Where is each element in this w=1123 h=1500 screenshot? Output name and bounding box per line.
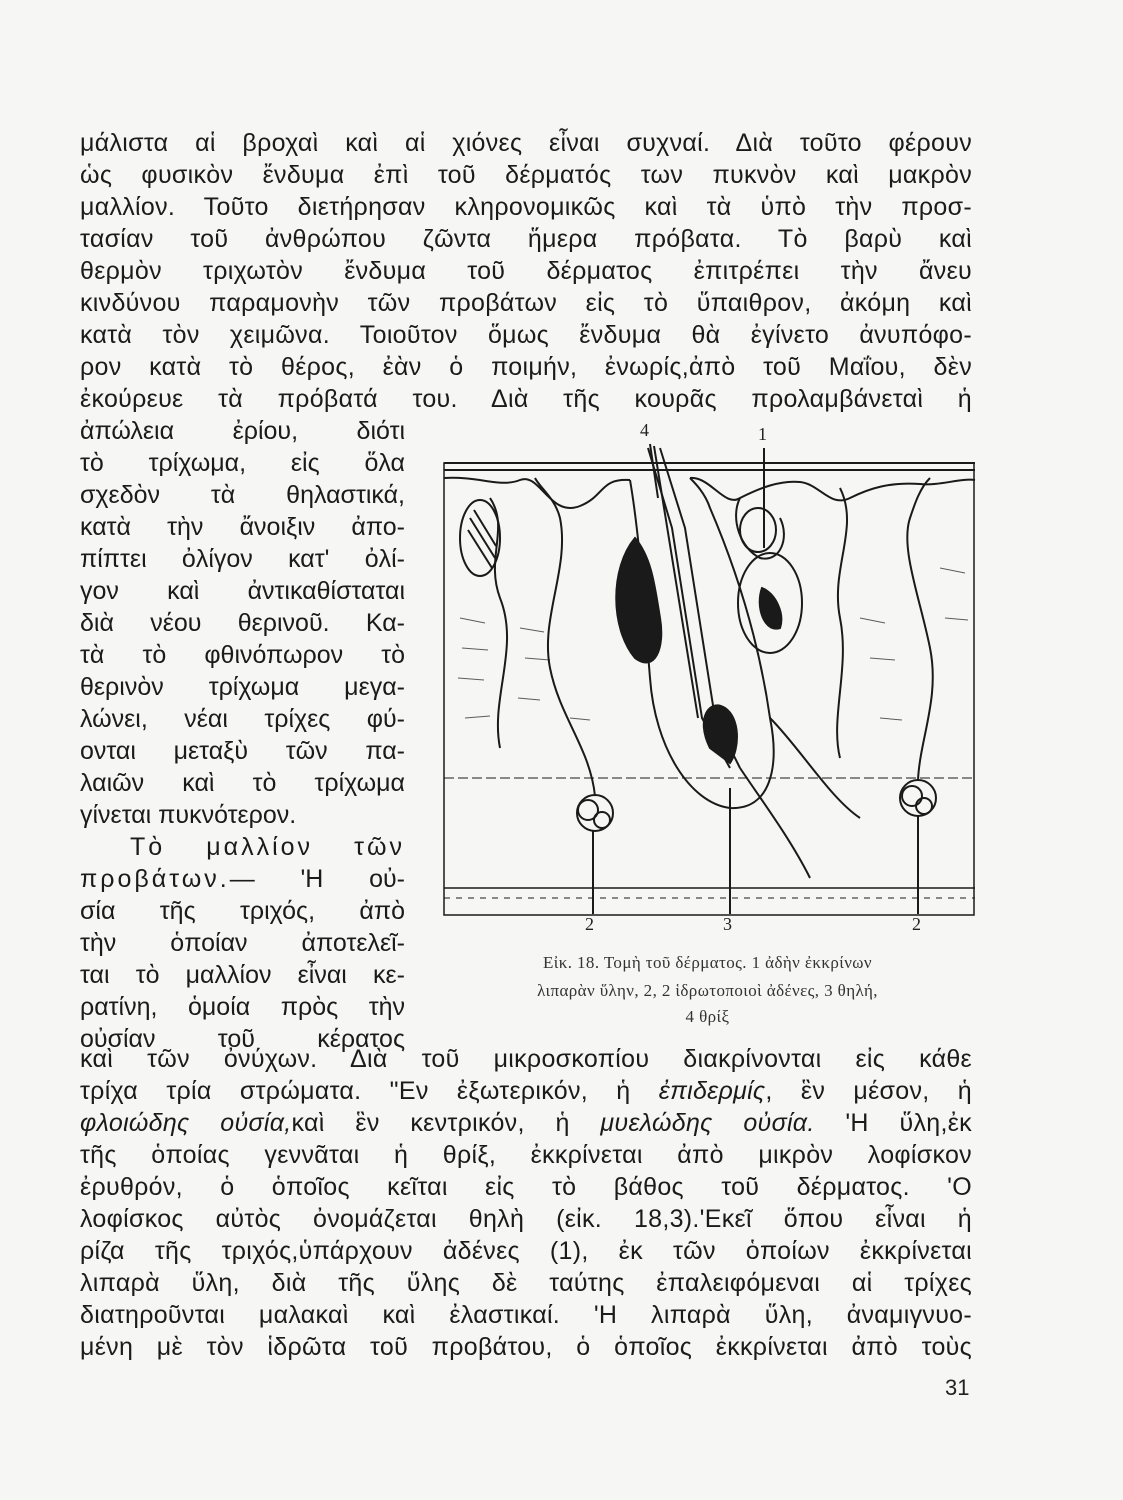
page-number: 31 bbox=[945, 1375, 970, 1400]
heading-spaced-text: προβάτων. bbox=[80, 865, 230, 893]
text-line: σία τῆς τριχός, ἀπὸ bbox=[80, 897, 405, 925]
text-line: ρον κατὰ τὸ θέρος, ἐὰν ὁ ποιμήν, ἐνωρίς,ἀπὸ τοῦ Μαΐου, δὲν bbox=[80, 353, 972, 381]
text-line: μένη μὲ τὸν ἱδρῶτα τοῦ προβάτου, ὁ ὁποῖος ἐκκρίνεται ἀπὸ τοὺς bbox=[80, 1333, 972, 1361]
text-line: λαιῶν καὶ τὸ τρίχωμα bbox=[80, 769, 405, 797]
text-line: λιπαρὰ ὕλη, διὰ τῆς ὕλης δὲ ταύτης ἐπαλειφόμεναι αἱ τρίχες bbox=[80, 1269, 972, 1297]
figure-label-sweat-right: 2 bbox=[912, 914, 921, 934]
text-line: ρίζα τῆς τριχός,ὑπάρχουν ἀδένες (1), ἐκ τῶν ὁποίων ἐκκρίνεται bbox=[80, 1237, 972, 1265]
text-line: ονται μεταξὺ τῶν πα- bbox=[80, 737, 405, 765]
text-line: μάλιστα αἱ βροχαὶ καὶ αἱ χιόνες εἶναι συχναί. Διὰ τοῦτο φέρουν bbox=[80, 129, 972, 157]
text-line: ὡς φυσικὸν ἔνδυμα ἐπὶ τοῦ δέρματός των πυκνὸν καὶ μακρὸν bbox=[80, 161, 972, 189]
text-line: θερινὸν τρίχωμα μεγα- bbox=[80, 673, 405, 701]
text-line: διατηροῦνται μαλακαὶ καὶ ἐλαστικαί. 'Η λιπαρὰ ὕλη, ἀναμιγνυο- bbox=[80, 1301, 972, 1329]
text-line: κινδύνου παραμονὴν τῶν προβάτων εἰς τὸ ὕπαιθρον, ἀκόμη καὶ bbox=[80, 289, 972, 317]
figure-label-hair: 4 bbox=[640, 420, 649, 440]
text-line: μαλλίον. Τοῦτο διετήρησαν κληρονομικῶς καὶ τὰ ὑπὸ τὴν προσ- bbox=[80, 193, 972, 221]
figure-label-sweat-left: 2 bbox=[585, 914, 594, 934]
text-line: καὶ τῶν ὀνύχων. Διὰ τοῦ μικροσκοπίου διακρίνονται εἰς κάθε bbox=[80, 1045, 972, 1073]
figure-label-gland: 1 bbox=[758, 424, 767, 444]
section-heading bbox=[130, 831, 405, 863]
text-line: τασίαν τοῦ ἀνθρώπου ζῶντα ἥμερα πρόβατα. Τὸ βαρὺ καὶ bbox=[80, 225, 972, 253]
text-line bbox=[80, 1107, 972, 1139]
caption-line: 4 θρίξ bbox=[685, 1007, 730, 1026]
text-line: οὐσίαν τοῦ κέρατος bbox=[80, 1025, 405, 1053]
text-line: θερμὸν τριχωτὸν ἔνδυμα τοῦ δέρματος ἐπιτρέπει τὴν ἄνευ bbox=[80, 257, 972, 285]
text-line: λώνει, νέαι τρίχες φύ- bbox=[80, 705, 405, 733]
text-line: ἐρυθρόν, ὁ ὁποῖος κεῖται εἰς τὸ βάθος τοῦ δέρματος. 'Ο bbox=[80, 1173, 972, 1201]
text-line: γον καὶ ἀντικαθίσταται bbox=[80, 577, 405, 605]
text-line: τῆς ὁποίας γεννᾶται ἡ θρίξ, ἐκκρίνεται ἀπὸ μικρὸν λοφίσκον bbox=[80, 1141, 972, 1169]
caption-line: λιπαρὰν ὕλην, 2, 2 ἱδρωτοποιοὶ ἀδένες, 3 θηλή, bbox=[537, 981, 878, 1000]
text-line: τὰ τὸ φθινόπωρον τὸ bbox=[80, 641, 405, 669]
text-run: τρίχα τρία στρώματα. "Εν ἐξωτερικόν, ἡ bbox=[80, 1077, 659, 1105]
text-run: , ἓν μέσον, ἡ bbox=[765, 1077, 973, 1105]
text-line: ἐκούρευε τὰ πρόβατά του. Διὰ τῆς κουρᾶς προλαμβάνεταὶ ἡ bbox=[80, 385, 972, 413]
text-line: σχεδὸν τὰ θηλαστικά, bbox=[80, 481, 405, 509]
text-line: κατὰ τὴν ἄνοιξιν ἀπο- bbox=[80, 513, 405, 541]
text-line: κατὰ τὸν χειμῶνα. Τοιοῦτον ὅμως ἔνδυμα θὰ ἐγίνετο ἀνυπόφο- bbox=[80, 321, 972, 349]
emphasis-term: ἐπιδερμίς bbox=[658, 1077, 766, 1105]
text-line: γίνεται πυκνότερον. bbox=[80, 801, 297, 829]
text-line: λοφίσκος αὐτὸς ὀνομάζεται θηλὴ (εἰκ. 18,3).'Εκεῖ ὅπου εἶναι ἡ bbox=[80, 1205, 972, 1233]
emphasis-term: φλοιώδης οὐσία, bbox=[80, 1109, 292, 1137]
text-run: 'Η ὕλη,ἐκ bbox=[814, 1109, 972, 1137]
section-heading-line bbox=[80, 863, 405, 895]
text-line: πίπτει ὀλίγον κατ' ὀλί- bbox=[80, 545, 405, 573]
caption-line: Εἰκ. 18. Τομὴ τοῦ δέρματος. 1 ἀδὴν ἐκκρίνων bbox=[543, 953, 872, 972]
figure-label-papilla: 3 bbox=[723, 914, 732, 934]
text-line bbox=[80, 1075, 972, 1107]
heading-rest-text: — 'Η οὐ- bbox=[229, 865, 405, 893]
heading-spaced-text: Τὸ μαλλίον τῶν bbox=[130, 833, 405, 861]
text-line: διὰ νέου θερινοῦ. Κα- bbox=[80, 609, 405, 637]
skin-section-figure bbox=[440, 418, 980, 938]
emphasis-term: μυελώδης οὐσία. bbox=[600, 1109, 815, 1137]
text-line: ἀπώλεια ἐρίου, διότι bbox=[80, 417, 405, 445]
text-line: τὴν ὁποίαν ἀποτελεῖ- bbox=[80, 929, 405, 957]
text-run: καὶ ἓν κεντρικόν, ἡ bbox=[291, 1109, 601, 1137]
text-line: ται τὸ μαλλίον εἶναι κε- bbox=[80, 961, 405, 989]
text-line: ρατίνη, ὁμοία πρὸς τὴν bbox=[80, 993, 405, 1021]
skin-illustration bbox=[440, 418, 980, 918]
text-line: τὸ τρίχωμα, εἰς ὅλα bbox=[80, 449, 405, 477]
